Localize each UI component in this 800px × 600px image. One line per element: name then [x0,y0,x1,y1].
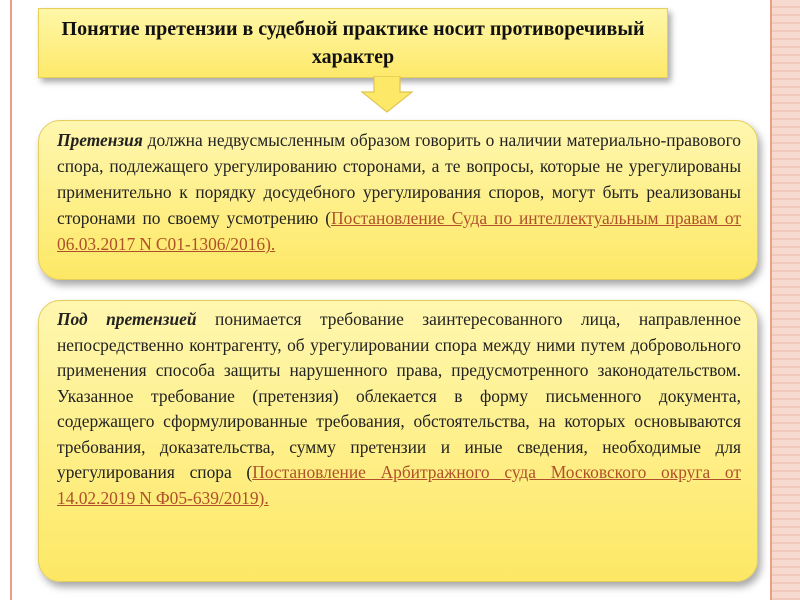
claim-meaning-text [57,307,741,511]
claim-term: Претензия [57,130,143,150]
slide-title: Понятие претензии в судебной практике носит противоречивый характер [61,18,645,68]
claim-definition-text [57,127,741,257]
down-arrow-icon [360,76,414,114]
ip-court-ruling-link[interactable]: Постановление Суда по интеллектуальным правам от 06.03.2017 N С01-1306/2016). [57,208,741,254]
right-frame-stripe [772,0,800,600]
title-banner [38,8,668,78]
claim-meaning-term: Под претензией [57,309,197,329]
left-frame-line [10,0,12,600]
moscow-court-ruling-link[interactable]: Постановление Арбитражного суда Московского округа от 14.02.2019 N Ф05-639/2019). [57,462,741,508]
claim-definition-box [38,120,758,280]
claim-body: должна недвусмысленным образом говорить о наличии материально-правового спора, подлежащего урегулированию сторонами, а те вопросы, которые не урегулированы применительно к порядку досудебного урегулирования споров, могут быть реализованы сторонами по своему усмотрению ( [57,130,741,228]
claim-meaning-box [38,300,758,582]
claim-meaning-body: понимается требование заинтересованного лица, направленное непосредственно контрагенту, об урегулировании спора между ними путем добровольного применения способа защиты нарушенного права, предусмотренного законодательством. Указанное требование (претензия) облекается в форму письменного документа, содержащего сформулированные требования, обстоятельства, на которых основываются требования, доказательства, сумму претензии и иные сведения, необходимые для урегулирования спора ( [57,309,741,482]
